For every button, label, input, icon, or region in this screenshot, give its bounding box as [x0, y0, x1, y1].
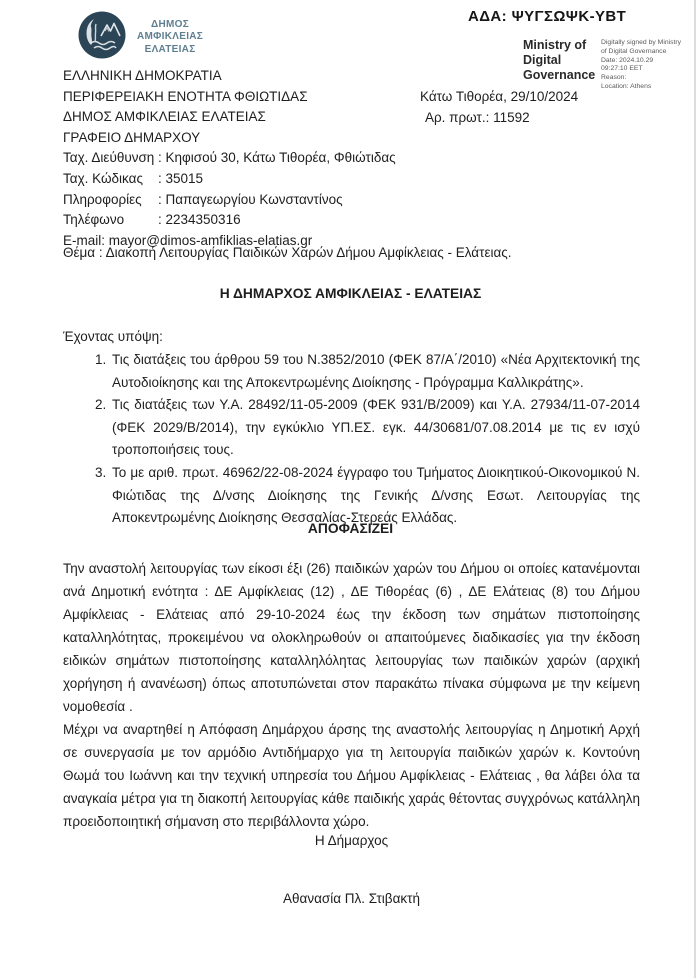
contact-label: Ταχ. Διεύθυνση [63, 150, 155, 166]
contact-value: : 35015 [158, 170, 204, 186]
digital-signature-details [601, 39, 693, 92]
ada-code: ΑΔΑ: ΨΥΓΣΩΨΚ-ΥΒΤ [468, 8, 627, 25]
subject-line: Θέμα : Διακοπή Λειτουργίας Παιδικών Χαρών Δήμου Αμφίκλειας - Ελάτειας. [63, 245, 512, 260]
letterhead-republic: ΕΛΛΗΝΙΚΗ ΔΗΜΟΚΡΑΤΙΑ [63, 68, 222, 83]
contact-value: : Κηφισού 30, Κάτω Τιθορέα, Φθιώτιδας [158, 150, 396, 166]
signatory-role: Η Δήμαρχος [314, 833, 389, 848]
letterhead-regional-unit: ΠΕΡΙΦΕΡΕΙΑΚΗ ΕΝΟΤΗΤΑ ΦΘΙΩΤΙΔΑΣ [63, 88, 308, 104]
signature-detail-line: Date: 2024.10.29 [601, 56, 654, 64]
decision-paragraph-2: Μέχρι να αναρτηθεί η Απόφαση Δημάρχου άρσης της αναστολής λειτουργίας η Δημοτική Αρχή σε συνεργασία με τον αρμόδιο Αντιδήμαρχο για τη λειτουργία παιδικών χαρών κ. Κοντούνη Θωμά του Ιωάννη και την τεχνική υπηρεσία του Δήμου Αμφίκλειας - Ελάτειας , θα λάβει όλα τα αναγκαία μέτρα για τη διακοπή λειτουργίας κάθε παιδικής χαράς θέτοντας συγχρόνως κατάλληλη προειδοποιητική σήμανση στο περιβάλλοντα χώρο. [63, 722, 640, 829]
municipality-logo-text [137, 19, 203, 57]
signature-detail-line: Reason: [601, 74, 627, 82]
contact-value: : 2234350316 [158, 212, 241, 228]
signature-detail-line: Location: Athens [601, 83, 652, 91]
contact-email: E-mail: mayor@dimos-amfiklias-elatias.gr [63, 232, 313, 248]
signature-detail-line: of Digital Governance [601, 47, 667, 55]
contact-label: Ταχ. Κώδικας [63, 170, 143, 186]
legal-basis-item: 3. Το με αριθ. πρωτ. 46962/22-08-2024 έγγραφο του Τμήματος Διοικητικού-Οικονομικού Ν. Φιώτιδας της Δ/νσης Διοίκησης της Γενικής Δ/νσης Εσωτ. Λειτουργίας της Αποκεντρωμένης Διοίκησης Θεσσαλίας-Στερεάς Ελλάδας. [110, 462, 640, 530]
scan-edge-line [694, 0, 696, 978]
contact-row-address [63, 148, 396, 169]
decision-heading: ΑΠΟΦΑΣΙΖΕΙ [307, 521, 394, 536]
legal-basis-section [63, 326, 640, 530]
place-date: Κάτω Τιθορέα, 29/10/2024 [420, 89, 579, 104]
signature-detail-line: Digitally signed by Ministry [601, 39, 682, 46]
contact-value: : Παπαγεωργίου Κωνσταντίνος [158, 191, 343, 207]
signatory-name: Αθανασία Πλ. Στιβακτή [283, 891, 420, 906]
legal-basis-intro: Έχοντας υπόψη: [63, 329, 163, 344]
document-title: Η ΔΗΜΑΡΧΟΣ ΑΜΦΙΚΛΕΙΑΣ - ΕΛΑΤΕΙΑΣ [219, 286, 482, 301]
legal-basis-list [63, 349, 640, 530]
municipality-logo [76, 9, 203, 66]
letterhead-municipality: ΔΗΜΟΣ ΑΜΦΙΚΛΕΙΑΣ ΕΛΑΤΕΙΑΣ [63, 109, 266, 125]
logo-text-line2: ΑΜΦΙΚΛΕΙΑΣ [137, 31, 204, 43]
digital-signature-signer: Ministry of Digital Governance [523, 38, 596, 82]
contact-row-postcode [63, 169, 396, 190]
date-protocol-block [420, 87, 578, 128]
letterhead [63, 66, 396, 251]
protocol-number: Αρ. πρωτ.: 11592 [425, 109, 530, 125]
contact-label: Πληροφορίες [63, 191, 142, 207]
decision-body [63, 557, 640, 833]
logo-text-line3: ΕΛΑΤΕΙΑΣ [144, 43, 196, 55]
letterhead-office: ΓΡΑΦΕΙΟ ΔΗΜΑΡΧΟΥ [63, 129, 201, 145]
contact-label: Τηλέφωνο [63, 212, 125, 228]
contact-row-information [63, 190, 396, 211]
contact-row-phone [63, 210, 396, 231]
logo-text-line1: ΔΗΜΟΣ [151, 18, 190, 30]
signature-detail-line: 09:27:10 EET [601, 65, 643, 73]
legal-basis-item: 1. Τις διατάξεις του άρθρου 59 του Ν.3852/2010 (ΦΕΚ 87/Α΄/2010) «Νέα Αρχιτεκτονική της Αυτοδιοίκησης και της Αποκεντρωμένης Διοίκησης - Πρόγραμμα Καλλικράτης». [110, 349, 640, 394]
decision-paragraph-1: Την αναστολή λειτουργίας των είκοσι έξι (26) παιδικών χαρών του Δήμου οι οποίες κατανέμονται ανά Δημοτική ενότητα : ΔΕ Αμφίκλειας (12) , ΔΕ Τιθορέας (6) , ΔΕ Ελάτειας (8) του Δήμου Αμφίκλειας - Ελάτειας από 29-10-2024 έως την έκδοση των σημάτων πιστοποίησης καταλληλότητας, προκειμένου να ολοκληρωθούν οι απαιτούμενες διαδικασίες για την έκδοση ειδικών σημάτων πιστοποίησης καταλληλόλητας λειτουργίας των παιδικών χαρών (αρχική χορήγηση ή ανανέωση) όπως αποτυπώνεται στον παρακάτω πίνακα σύμφωνα με την κείμενη νομοθεσία . [63, 561, 640, 714]
municipality-emblem-icon [76, 9, 128, 66]
legal-basis-item: 2. Τις διατάξεις των Υ.Α. 28492/11-05-2009 (ΦΕΚ 931/Β/2009) και Υ.Α. 27934/11-07-2014 (ΦΕΚ 2029/Β/2014), την εγκύκλιο ΥΠ.ΕΣ. εγκ. 44/30681/07.08.2014 με τις εν ισχύ τροποποιήσεις τους. [110, 394, 640, 462]
